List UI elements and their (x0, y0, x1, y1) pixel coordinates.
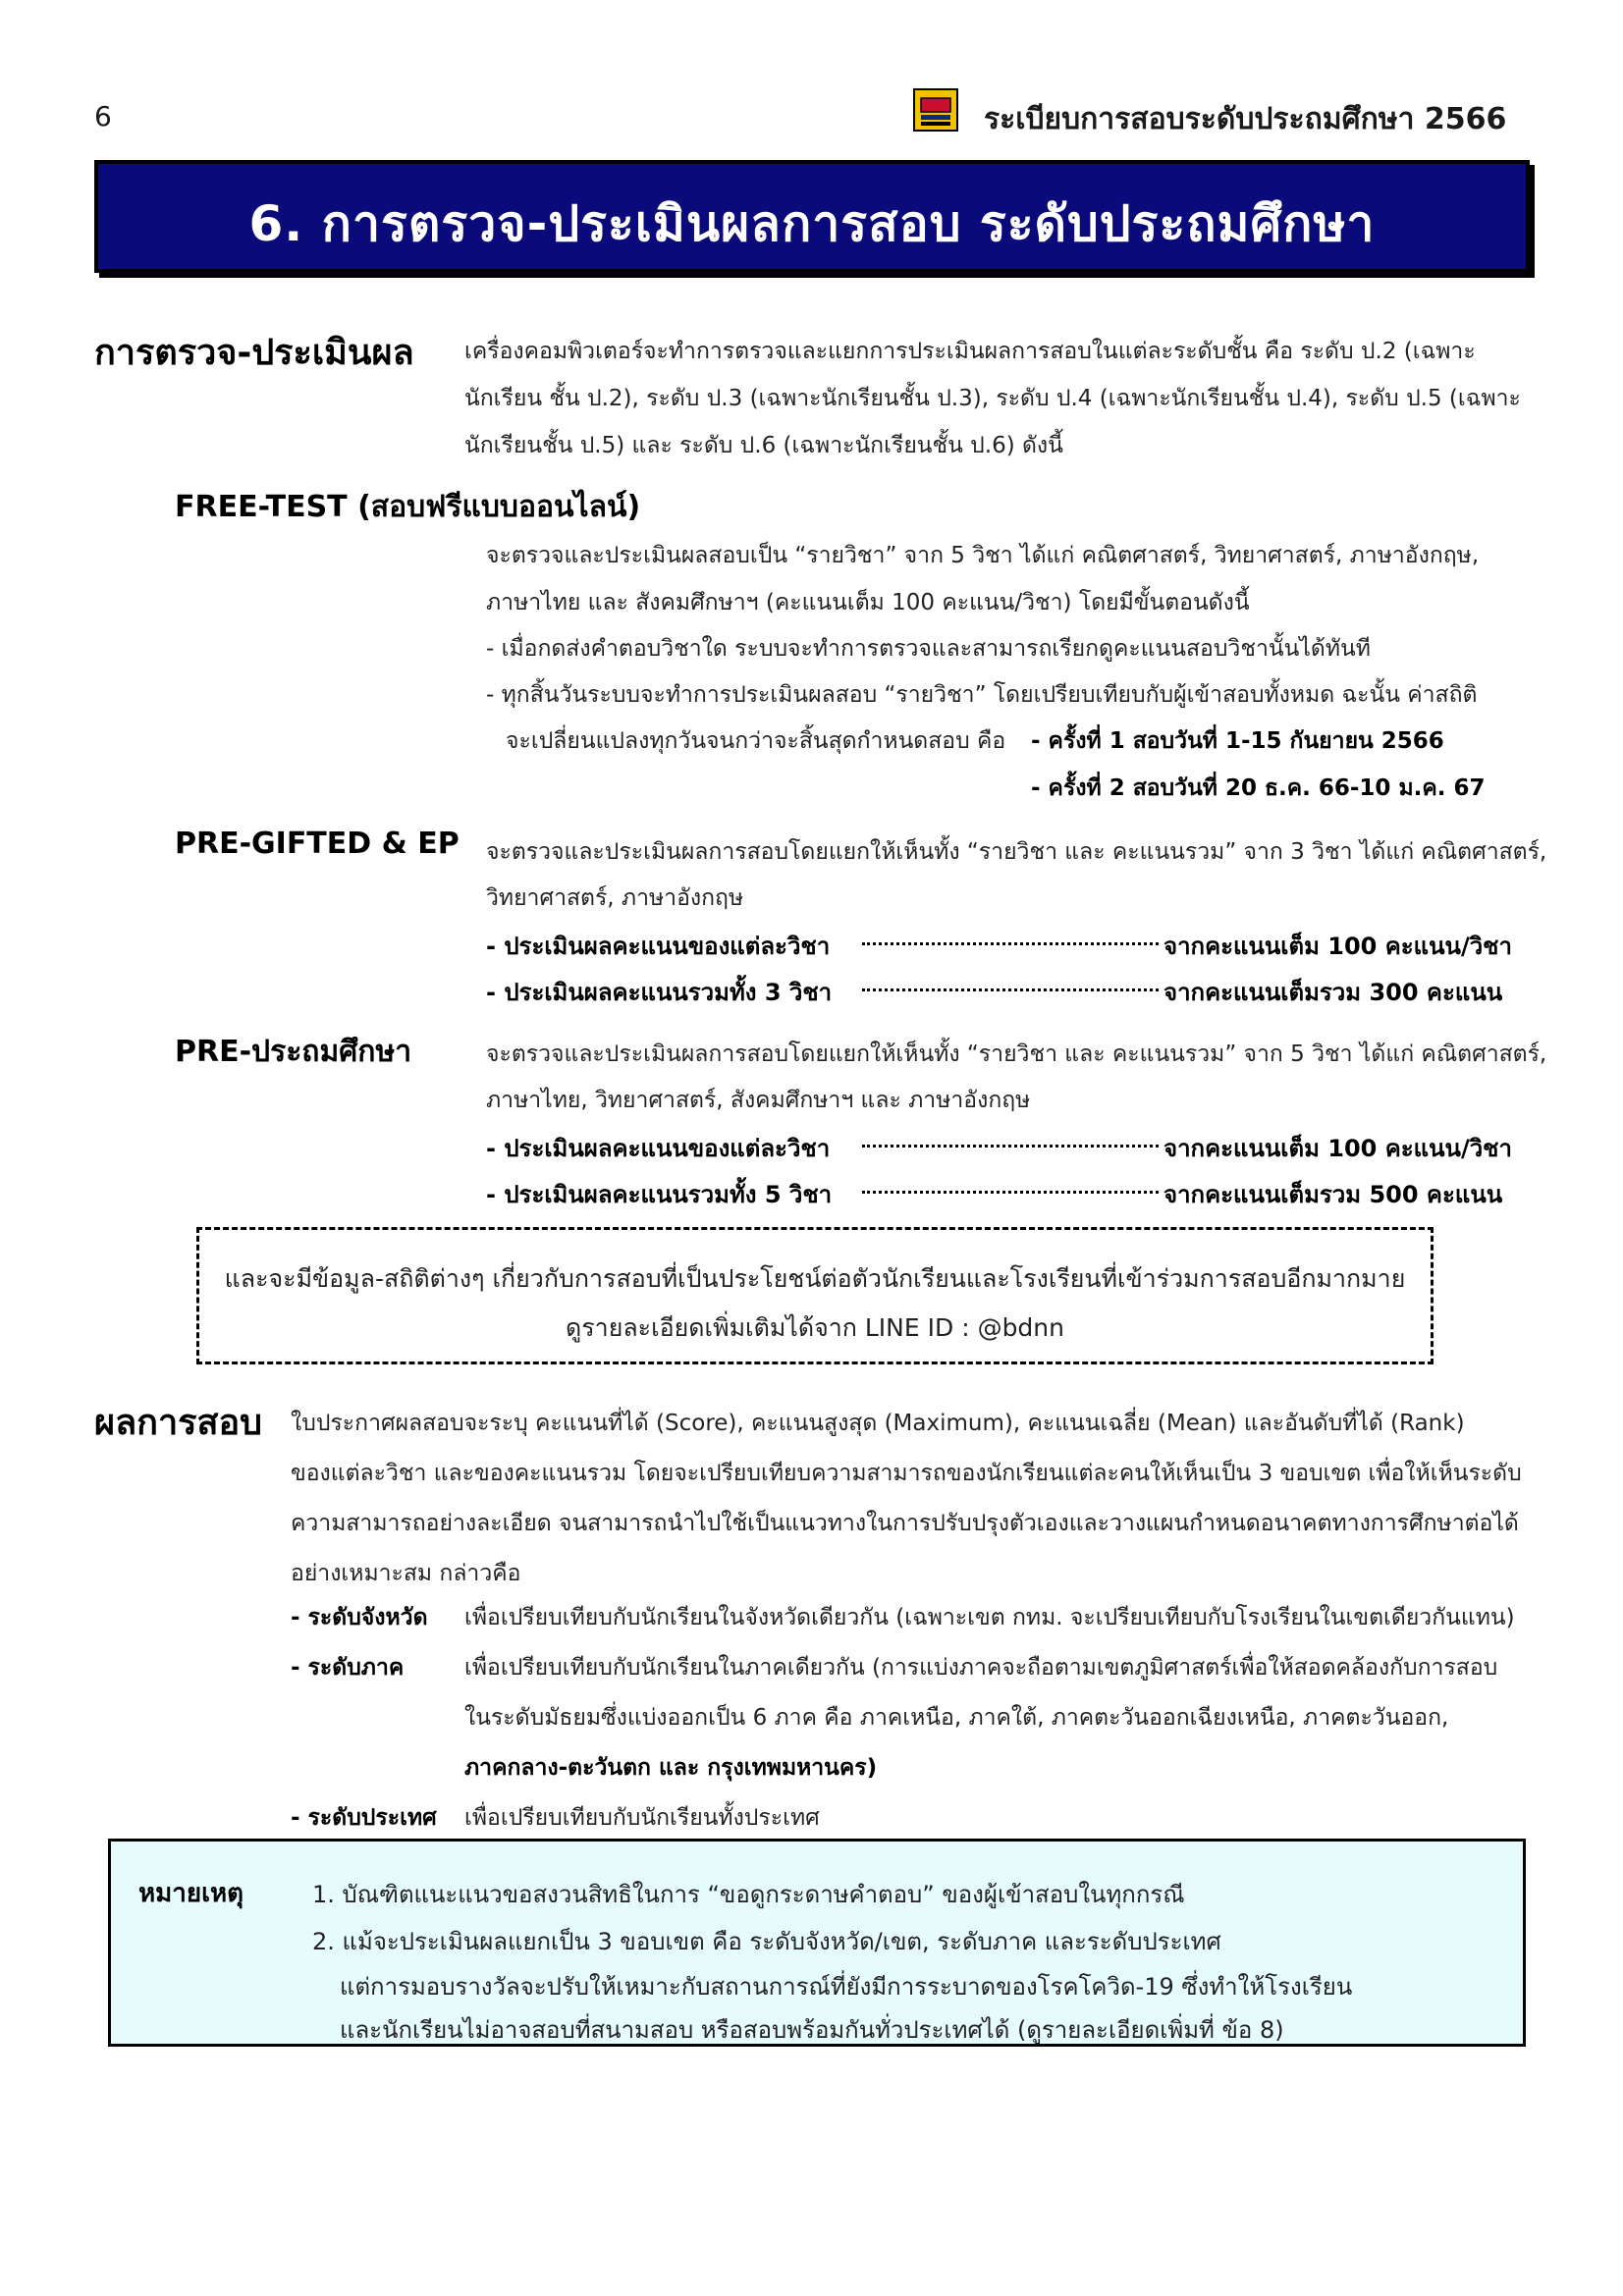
pre-prathom-item-1-label: - ประเมินผลคะแนนของแต่ละวิชา (486, 1135, 831, 1162)
note-item-1: 1. บัณฑิตแนะแนวขอสงวนสิทธิในการ “ขอดูกระดาษคำตอบ” ของผู้เข้าสอบในทุกกรณี (312, 1881, 1185, 1908)
free-test-round-2: - ครั้งที่ 2 สอบวันที่ 20 ธ.ค. 66-10 ม.ค. 67 (1031, 775, 1486, 801)
school-emblem-icon (913, 88, 958, 132)
pre-gifted-line-2: วิทยาศาสตร์, ภาษาอังกฤษ (486, 885, 744, 911)
results-line-2: ของแต่ละวิชา และของคะแนนรวม โดยจะเปรียบเทียบความสามารถของนักเรียนแต่ละคนให้เห็นเป็น 3 ขอบเขต เพื่อให้เห็นระดับ (291, 1461, 1522, 1486)
free-test-bullet-2-cont: จะเปลี่ยนแปลงทุกวันจนกว่าจะสิ้นสุดกำหนดสอบ คือ (506, 728, 1006, 754)
free-test-bullet-2: - ทุกสิ้นวันระบบจะทำการประเมินผลสอบ “รายวิชา” โดยเปรียบเทียบกับผู้เข้าสอบทั้งหมด ฉะนั้น ค่าสถิติ (486, 682, 1478, 708)
pre-gifted-item-2-label: - ประเมินผลคะแนนรวมทั้ง 3 วิชา (486, 979, 833, 1006)
free-test-line-1: จะตรวจและประเมินผลสอบเป็น “รายวิชา” จาก 5 วิชา ได้แก่ คณิตศาสตร์, วิทยาศาสตร์, ภาษาอังกฤษ, (486, 543, 1480, 568)
leader-dots (862, 988, 1159, 991)
level-region-text: เพื่อเปรียบเทียบกับนักเรียนในภาคเดียวกัน (การแบ่งภาคจะถือตามเขตภูมิศาสตร์เพื่อให้สอดคล้องกับการสอบ (464, 1655, 1498, 1681)
results-line-4: อย่างเหมาะสม กล่าวคือ (291, 1561, 521, 1586)
assessment-line-3: นักเรียนชั้น ป.5) และ ระดับ ป.6 (เฉพาะนักเรียนชั้น ป.6) ดังนี้ (464, 433, 1063, 458)
pre-prathom-item-2-value: จากคะแนนเต็มรวม 500 คะแนน (1163, 1181, 1503, 1208)
section-banner (94, 160, 1530, 273)
note-label: หมายเหตุ (138, 1879, 244, 1908)
pre-gifted-heading: PRE-GIFTED & EP (175, 827, 460, 861)
note-item-2-line-3: และนักเรียนไม่อาจสอบที่สนามสอบ หรือสอบพร้อมกันทั่วประเทศได้ (ดูรายละเอียดเพิ่มที่ ข้อ 8) (340, 2016, 1284, 2044)
pre-prathom-line-1: จะตรวจและประเมินผลการสอบโดยแยกให้เห็นทั้ง “รายวิชา และ คะแนนรวม” จาก 5 วิชา ได้แก่ คณิตศาสตร์, (486, 1041, 1547, 1067)
pre-gifted-item-1-label: - ประเมินผลคะแนนของแต่ละวิชา (486, 933, 831, 960)
level-region-cont-2: ภาคกลาง-ตะวันตก และ กรุงเทพมหานคร) (464, 1755, 878, 1781)
leader-dots (862, 1145, 1159, 1148)
pre-prathom-heading: PRE-ประถมศึกษา (175, 1035, 412, 1069)
level-country-text: เพื่อเปรียบเทียบกับนักเรียนทั้งประเทศ (464, 1805, 820, 1831)
leader-dots (862, 1191, 1159, 1194)
info-box-line-1: และจะมีข้อมูล-สถิติต่างๆ เกี่ยวกับการสอบที่เป็นประโยชน์ต่อตัวนักเรียนและโรงเรียนที่เข้าร่วมการสอบอีกมากมาย (224, 1264, 1406, 1293)
pre-gifted-item-1-value: จากคะแนนเต็ม 100 คะแนน/วิชา (1163, 933, 1512, 960)
info-box (196, 1227, 1434, 1364)
info-box-line-2: ดูรายละเอียดเพิ่มเติมได้จาก LINE ID : @bdnn (566, 1313, 1064, 1342)
pre-prathom-item-2-label: - ประเมินผลคะแนนรวมทั้ง 5 วิชา (486, 1181, 833, 1208)
free-test-bullet-1: - เมื่อกดส่งคำตอบวิชาใด ระบบจะทำการตรวจและสามารถเรียกดูคะแนนสอบวิชานั้นได้ทันที (486, 636, 1371, 662)
page-number: 6 (94, 100, 112, 133)
assessment-line-2: นักเรียน ชั้น ป.2), ระดับ ป.3 (เฉพาะนักเรียนชั้น ป.3), ระดับ ป.4 (เฉพาะนักเรียนชั้น ป.4), ระดับ ป.5 (เฉพาะ (464, 386, 1521, 411)
document-title: ระเบียบการสอบระดับประถมศึกษา 2566 (984, 102, 1507, 136)
pre-gifted-line-1: จะตรวจและประเมินผลการสอบโดยแยกให้เห็นทั้ง “รายวิชา และ คะแนนรวม” จาก 3 วิชา ได้แก่ คณิตศาสตร์, (486, 839, 1547, 865)
results-line-1: ใบประกาศผลสอบจะระบุ คะแนนที่ได้ (Score), คะแนนสูงสุด (Maximum), คะแนนเฉลี่ย (Mean) และอันดับที่ได้ (Rank) (291, 1411, 1465, 1436)
note-item-2: 2. แม้จะประเมินผลแยกเป็น 3 ขอบเขต คือ ระดับจังหวัด/เขต, ระดับภาค และระดับประเทศ (312, 1928, 1221, 1955)
level-province-label: - ระดับจังหวัด (291, 1605, 428, 1630)
free-test-heading: FREE-TEST (สอบฟรีแบบออนไลน์) (175, 490, 641, 524)
assessment-heading: การตรวจ-ประเมินผล (94, 333, 414, 373)
section-title: 6. การตรวจ-ประเมินผลการสอบ ระดับประถมศึกษา (248, 195, 1376, 252)
level-province-text: เพื่อเปรียบเทียบกับนักเรียนในจังหวัดเดียวกัน (เฉพาะเขต กทม. จะเปรียบเทียบกับโรงเรียนในเขตเดียวกันแทน) (464, 1605, 1515, 1630)
level-region-label: - ระดับภาค (291, 1655, 405, 1681)
pre-prathom-item-1-value: จากคะแนนเต็ม 100 คะแนน/วิชา (1163, 1135, 1512, 1162)
leader-dots (862, 942, 1159, 945)
free-test-round-1: - ครั้งที่ 1 สอบวันที่ 1-15 กันยายน 2566 (1031, 728, 1444, 754)
pre-prathom-line-2: ภาษาไทย, วิทยาศาสตร์, สังคมศึกษาฯ และ ภาษาอังกฤษ (486, 1088, 1031, 1113)
level-country-label: - ระดับประเทศ (291, 1805, 437, 1831)
note-box (108, 1839, 1526, 2047)
note-item-2-line-2: แต่การมอบรางวัลจะปรับให้เหมาะกับสถานการณ์ที่ยังมีการระบาดของโรคโควิด-19 ซึ่งทำให้โรงเรียน (340, 1973, 1353, 2001)
results-heading: ผลการสอบ (94, 1403, 262, 1443)
level-region-cont-1: ในระดับมัธยมซึ่งแบ่งออกเป็น 6 ภาค คือ ภาคเหนือ, ภาคใต้, ภาคตะวันออกเฉียงเหนือ, ภาคตะวันออก, (464, 1705, 1449, 1731)
assessment-line-1: เครื่องคอมพิวเตอร์จะทำการตรวจและแยกการประเมินผลการสอบในแต่ละระดับชั้น คือ ระดับ ป.2 (เฉพาะ (464, 339, 1476, 364)
pre-gifted-item-2-value: จากคะแนนเต็มรวม 300 คะแนน (1163, 979, 1503, 1006)
results-line-3: ความสามารถอย่างละเอียด จนสามารถนำไปใช้เป็นแนวทางในการปรับปรุงตัวเองและวางแผนกำหนดอนาคตทางการศึกษาต่อได้ (291, 1511, 1519, 1536)
free-test-line-2: ภาษาไทย และ สังคมศึกษาฯ (คะแนนเต็ม 100 คะแนน/วิชา) โดยมีขั้นตอนดังนี้ (486, 590, 1250, 615)
